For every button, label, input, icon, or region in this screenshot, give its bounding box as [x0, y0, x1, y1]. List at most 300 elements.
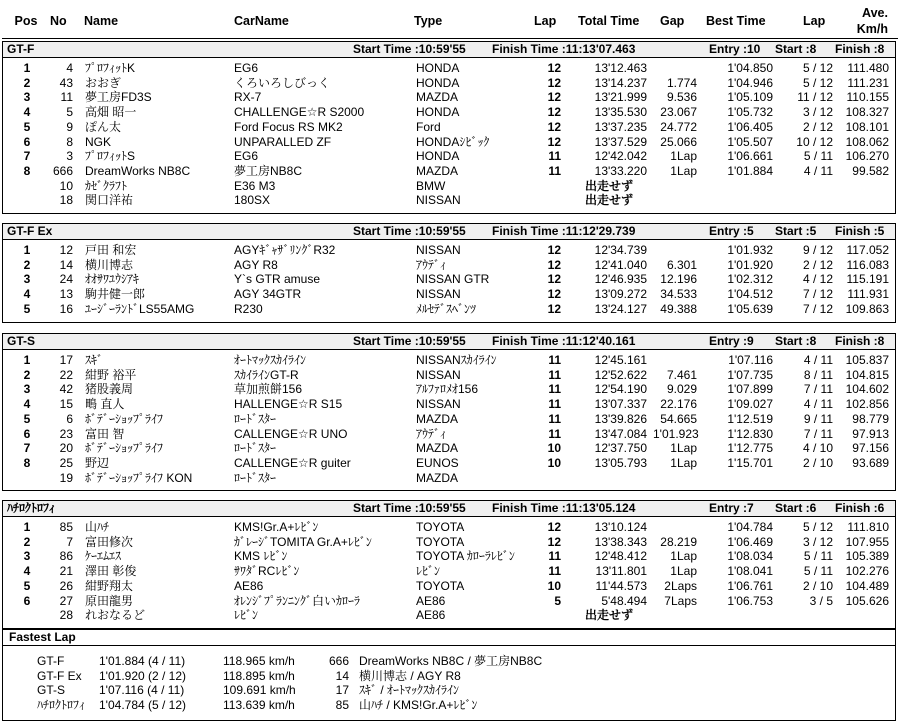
car-name-cell: HALLENGE☆R S15	[234, 397, 343, 411]
laps-cell: 12	[547, 258, 561, 272]
table-row	[3, 368, 895, 383]
avg-speed-cell: 102.856	[845, 397, 889, 411]
avg-speed-cell: 98.779	[852, 412, 889, 426]
laps-cell: 10	[547, 579, 561, 593]
table-row	[3, 90, 895, 105]
best-lap-cell: 7 / 12	[802, 287, 833, 301]
avg-speed-cell: 105.837	[845, 353, 889, 367]
gap-cell: 1Lap	[670, 164, 697, 178]
car-no-cell: 11	[60, 90, 73, 104]
car-no-cell: 10	[59, 179, 73, 193]
fastest-car-no-cell: 17	[335, 683, 349, 697]
car-no-cell: 26	[59, 579, 73, 593]
car-name-cell: KMS ﾚﾋﾞﾝ	[234, 549, 288, 563]
car-no-cell: 24	[59, 272, 73, 286]
car-name-cell: Y`s GTR amuse	[234, 272, 321, 286]
class-start-time: Start Time :10:59'55	[353, 224, 466, 238]
car-type-cell: TOYOTA	[416, 535, 465, 549]
best-lap-cell: 9 / 11	[803, 412, 833, 426]
header-best-lap: Lap	[803, 14, 826, 28]
car-name-cell: EG6	[234, 61, 259, 75]
laps-cell: 11	[548, 382, 561, 396]
best-lap-cell: 2 / 10	[802, 456, 833, 470]
header-name: Name	[84, 14, 119, 28]
driver-name-cell: 戸田 和宏	[85, 243, 137, 257]
car-type-cell: TOYOTA	[416, 579, 465, 593]
car-no-cell: 42	[59, 382, 73, 396]
best-lap-cell: 5 / 12	[802, 520, 833, 534]
car-name-cell: ﾛｰﾄﾞｽﾀｰ	[234, 471, 277, 485]
fastest-driver-cell: 横川博志 / AGY R8	[359, 669, 461, 683]
laps-cell: 12	[547, 243, 561, 257]
total-time-cell: 13'35.530	[594, 105, 647, 119]
table-row	[3, 382, 895, 397]
laps-cell: 11	[548, 564, 561, 578]
avg-speed-cell: 104.815	[845, 368, 889, 382]
fastest-car-no-cell: 666	[328, 654, 349, 668]
best-time-cell: 1'09.027	[727, 397, 773, 411]
header-carname: CarName	[234, 14, 289, 28]
car-type-cell: HONDAｼﾋﾞｯｸ	[416, 135, 490, 149]
driver-name-cell: 猪股義周	[85, 382, 134, 396]
total-time-cell: 13'11.801	[595, 564, 647, 578]
car-name-cell: ﾛｰﾄﾞｽﾀｰ	[234, 412, 277, 426]
best-time-cell: 1'04.946	[727, 76, 773, 90]
gap-cell: 49.388	[660, 302, 697, 316]
car-type-cell: EUNOS	[416, 456, 459, 470]
car-name-cell: RX-7	[234, 90, 262, 104]
class-finish-count: Finish :5	[835, 224, 885, 238]
table-row	[3, 135, 895, 150]
driver-name-cell: 富田修次	[85, 535, 134, 549]
avg-speed-cell: 99.582	[852, 164, 889, 178]
fastest-class-cell: GT-F Ex	[37, 669, 82, 683]
car-type-cell: ｱｳﾃﾞｨ	[416, 427, 447, 441]
pos-cell: 3	[23, 272, 31, 286]
class-name: ﾊﾁﾛｸﾄﾛﾌｨ	[7, 501, 56, 515]
header-total-time: Total Time	[578, 14, 640, 28]
class-start-count: Start :6	[775, 501, 817, 515]
car-name-cell: ﾚﾋﾞﾝ	[234, 608, 259, 622]
car-no-cell: 86	[59, 549, 73, 563]
fastest-speed-cell: 113.639 km/h	[223, 698, 295, 712]
best-time-cell: 1'04.784	[727, 520, 773, 534]
total-time-cell: 12'34.739	[594, 243, 647, 257]
car-type-cell: NISSAN	[416, 397, 461, 411]
table-row	[3, 427, 895, 442]
pos-cell: 6	[23, 427, 31, 441]
avg-speed-cell: 107.955	[845, 535, 889, 549]
avg-speed-cell: 104.602	[845, 382, 889, 396]
car-no-cell: 21	[59, 564, 73, 578]
gap-cell: 1Lap	[670, 549, 697, 563]
pos-cell: 5	[23, 302, 31, 316]
fastest-speed-cell: 118.965 km/h	[223, 654, 295, 668]
best-lap-cell: 4 / 10	[802, 441, 833, 455]
fastest-time-cell: 1'04.784 (5 / 12)	[99, 698, 187, 712]
best-time-cell: 1'01.920	[727, 258, 773, 272]
driver-name-cell: 紺野翔太	[85, 579, 134, 593]
table-row	[3, 579, 895, 594]
header-lap: Lap	[534, 14, 557, 28]
best-time-cell: 1'04.512	[727, 287, 773, 301]
car-type-cell: ｱﾙﾌｧﾛﾒｵ156	[416, 382, 479, 396]
pos-cell: 2	[23, 258, 31, 272]
car-no-cell: 27	[59, 594, 73, 608]
avg-speed-cell: 108.101	[845, 120, 889, 134]
fastest-lap-row	[3, 654, 895, 669]
best-time-cell: 1'01.884	[727, 164, 773, 178]
table-row	[3, 520, 895, 535]
car-name-cell: 180SX	[234, 193, 271, 207]
pos-cell: 5	[23, 579, 31, 593]
pos-cell: 2	[23, 76, 31, 90]
car-no-cell: 6	[66, 412, 73, 426]
gap-cell: 9.029	[666, 382, 697, 396]
total-time-cell: 12'54.190	[594, 382, 647, 396]
gap-cell: 1Lap	[670, 441, 697, 455]
class-start-time: Start Time :10:59'55	[353, 42, 466, 56]
pos-cell: 1	[23, 520, 31, 534]
class-start-count: Start :5	[775, 224, 817, 238]
table-row	[3, 471, 895, 486]
best-time-cell: 1'06.761	[727, 579, 773, 593]
car-type-cell: BMW	[416, 179, 446, 193]
car-type-cell: MAZDA	[416, 164, 458, 178]
did-not-start-cell: 出走せず	[584, 193, 633, 207]
car-type-cell: MAZDA	[416, 441, 458, 455]
laps-cell: 12	[547, 520, 561, 534]
best-lap-cell: 5 / 12	[802, 76, 833, 90]
car-name-cell: UNPARALLED ZF	[234, 135, 332, 149]
table-row	[3, 164, 895, 179]
pos-cell: 8	[23, 456, 31, 470]
fastest-lap-band	[2, 629, 896, 646]
driver-name-cell: 横川博志	[85, 258, 134, 272]
driver-name-cell: ﾎﾞﾃﾞｰｼｮｯﾌﾟﾗｲﾌ KON	[85, 471, 193, 485]
best-lap-cell: 4 / 11	[803, 164, 833, 178]
pos-cell: 3	[23, 382, 31, 396]
did-not-start-cell: 出走せず	[584, 179, 633, 193]
pos-cell: 7	[23, 149, 31, 163]
avg-speed-cell: 106.270	[845, 149, 889, 163]
total-time-cell: 12'37.750	[594, 441, 647, 455]
driver-name-cell: 関口洋祐	[85, 193, 134, 207]
best-time-cell: 1'07.735	[727, 368, 773, 382]
header-type: Type	[414, 14, 443, 28]
best-lap-cell: 2 / 12	[802, 258, 833, 272]
best-lap-cell: 7 / 12	[802, 302, 833, 316]
pos-cell: 1	[23, 243, 31, 257]
best-lap-cell: 5 / 12	[802, 61, 833, 75]
laps-cell: 12	[547, 90, 561, 104]
driver-name-cell: NGK	[85, 135, 112, 149]
best-time-cell: 1'05.507	[727, 135, 773, 149]
header-pos: Pos	[14, 14, 38, 28]
class-entry: Entry :10	[709, 42, 761, 56]
total-time-cell: 13'12.463	[594, 61, 647, 75]
header-no: No	[50, 14, 67, 28]
car-name-cell: ｵﾚﾝｼﾞﾌﾟﾗﾝﾆﾝｸﾞ白いｶﾛｰﾗ	[234, 594, 361, 608]
total-time-cell: 13'05.793	[594, 456, 647, 470]
gap-cell: 25.066	[660, 135, 697, 149]
total-time-cell: 13'37.235	[594, 120, 647, 134]
car-type-cell: HONDA	[416, 61, 460, 75]
total-time-cell: 13'09.272	[594, 287, 647, 301]
car-type-cell: NISSANｽｶｲﾗｲﾝ	[416, 353, 497, 367]
driver-name-cell: 澤田 彰俊	[85, 564, 137, 578]
driver-name-cell: 富田 智	[85, 427, 125, 441]
table-row	[3, 456, 895, 471]
car-name-cell: KMS!Gr.A+ﾚﾋﾞﾝ	[234, 520, 319, 534]
class-name: GT-F	[7, 42, 35, 56]
best-time-cell: 1'05.639	[727, 302, 773, 316]
table-row	[3, 179, 895, 194]
total-time-cell: 5'48.494	[601, 594, 647, 608]
gap-cell: 24.772	[660, 120, 697, 134]
car-no-cell: 23	[59, 427, 73, 441]
class-entry: Entry :9	[709, 334, 754, 348]
table-row	[3, 302, 895, 317]
car-no-cell: 4	[66, 61, 73, 75]
car-name-cell: CALLENGE☆R UNO	[234, 427, 348, 441]
avg-speed-cell: 117.052	[846, 243, 889, 257]
best-lap-cell: 3 / 5	[809, 594, 833, 608]
gap-cell: 1.774	[666, 76, 697, 90]
best-lap-cell: 2 / 12	[802, 120, 833, 134]
gap-cell: 2Laps	[664, 579, 697, 593]
fastest-lap-row	[3, 683, 895, 698]
gap-cell: 6.301	[666, 258, 697, 272]
header-kmh: Km/h	[856, 22, 888, 36]
best-lap-cell: 4 / 11	[803, 353, 833, 367]
table-row	[3, 353, 895, 368]
header-best-time: Best Time	[706, 14, 766, 28]
best-lap-cell: 9 / 12	[802, 243, 833, 257]
driver-name-cell: ｽｷﾞ	[85, 353, 104, 367]
class-entry: Entry :7	[709, 501, 754, 515]
avg-speed-cell: 111.810	[847, 520, 889, 534]
best-lap-cell: 8 / 11	[803, 368, 833, 382]
best-lap-cell: 11 / 12	[797, 90, 833, 104]
total-time-cell: 12'41.040	[594, 258, 647, 272]
car-type-cell: MAZDA	[416, 412, 458, 426]
total-time-cell: 13'07.337	[594, 397, 647, 411]
fastest-driver-cell: DreamWorks NB8C / 夢工房NB8C	[359, 654, 543, 668]
pos-cell: 7	[23, 441, 31, 455]
pos-cell: 4	[23, 564, 31, 578]
pos-cell: 5	[23, 120, 31, 134]
header-gap: Gap	[660, 14, 685, 28]
table-row	[3, 287, 895, 302]
driver-name-cell: ｹｰｴﾑｴｽ	[85, 549, 122, 563]
laps-cell: 11	[548, 427, 561, 441]
fastest-class-cell: ﾊﾁﾛｸﾄﾛﾌｨ	[37, 698, 86, 712]
pos-cell: 8	[23, 164, 31, 178]
best-time-cell: 1'12.775	[727, 441, 773, 455]
best-time-cell: 1'05.732	[727, 105, 773, 119]
car-type-cell: NISSAN	[416, 193, 461, 207]
gap-cell: 1Lap	[670, 149, 697, 163]
table-row	[3, 193, 895, 208]
class-band	[2, 223, 896, 240]
driver-name-cell: ﾌﾟﾛﾌｨｯﾄK	[85, 61, 136, 75]
avg-speed-cell: 102.276	[845, 564, 889, 578]
table-row	[3, 535, 895, 550]
car-name-cell: CHALLENGE☆R S2000	[234, 105, 365, 119]
avg-speed-cell: 105.389	[845, 549, 889, 563]
car-type-cell: NISSAN	[416, 243, 461, 257]
did-not-start-cell: 出走せず	[584, 608, 633, 622]
pos-cell: 5	[23, 412, 31, 426]
best-time-cell: 1'04.850	[727, 61, 773, 75]
gap-cell: 1'01.923	[653, 427, 699, 441]
car-name-cell: ｻﾜﾀﾞRCﾚﾋﾞﾝ	[234, 564, 300, 578]
best-lap-cell: 4 / 11	[803, 397, 833, 411]
driver-name-cell: 鴫 直人	[85, 397, 125, 411]
car-name-cell: Ford Focus RS MK2	[234, 120, 343, 134]
laps-cell: 12	[547, 302, 561, 316]
gap-cell: 9.536	[666, 90, 697, 104]
car-name-cell: 夢工房NB8C	[234, 164, 303, 178]
total-time-cell: 12'45.161	[594, 353, 647, 367]
class-band	[2, 500, 896, 517]
driver-name-cell: ぽん太	[85, 120, 122, 134]
class-start-count: Start :8	[775, 334, 817, 348]
class-finish-time: Finish Time :11:12'29.739	[492, 224, 636, 238]
car-type-cell: ﾒﾙｾﾃﾞｽﾍﾞﾝﾂ	[416, 302, 477, 316]
total-time-cell: 13'24.127	[594, 302, 647, 316]
class-finish-time: Finish Time :11:13'07.463	[492, 42, 636, 56]
car-name-cell: E36 M3	[234, 179, 276, 193]
pos-cell: 2	[23, 368, 31, 382]
car-type-cell: NISSAN GTR	[416, 272, 490, 286]
car-name-cell: AGY R8	[234, 258, 278, 272]
avg-speed-cell: 110.155	[846, 90, 889, 104]
best-lap-cell: 3 / 12	[802, 105, 833, 119]
car-type-cell: TOYOTA	[416, 520, 465, 534]
class-finish-time: Finish Time :11:13'05.124	[492, 501, 636, 515]
fastest-time-cell: 1'01.920 (2 / 12)	[99, 669, 187, 683]
table-row	[3, 549, 895, 564]
fastest-driver-cell: 山ﾊﾁ / KMS!Gr.A+ﾚﾋﾞﾝ	[359, 698, 478, 712]
best-lap-cell: 10 / 12	[796, 135, 833, 149]
car-no-cell: 28	[59, 608, 73, 622]
driver-name-cell: ｶｾﾞｸﾗﾌﾄ	[85, 179, 128, 193]
best-lap-cell: 5 / 11	[803, 549, 833, 563]
total-time-cell: 13'39.826	[594, 412, 647, 426]
best-time-cell: 1'01.932	[727, 243, 773, 257]
driver-name-cell: おおぎ	[85, 76, 122, 90]
car-no-cell: 43	[59, 76, 73, 90]
car-no-cell: 18	[59, 193, 73, 207]
class-entry: Entry :5	[709, 224, 754, 238]
fastest-time-cell: 1'07.116 (4 / 11)	[99, 683, 185, 697]
pos-cell: 2	[23, 535, 31, 549]
car-name-cell: ｶﾞﾚｰｼﾞTOMITA Gr.A+ﾚﾋﾞﾝ	[234, 535, 372, 549]
car-type-cell: ﾚﾋﾞﾝ	[416, 564, 441, 578]
avg-speed-cell: 115.191	[846, 272, 889, 286]
best-lap-cell: 5 / 11	[803, 149, 833, 163]
table-row	[3, 61, 895, 76]
car-name-cell: ｽｶｲﾗｲﾝGT-R	[234, 368, 299, 382]
car-type-cell: Ford	[416, 120, 441, 134]
car-type-cell: NISSAN	[416, 287, 461, 301]
laps-cell: 11	[548, 368, 561, 382]
table-row	[3, 120, 895, 135]
table-row	[3, 397, 895, 412]
pos-cell: 1	[23, 353, 31, 367]
fastest-speed-cell: 118.895 km/h	[223, 669, 295, 683]
avg-speed-cell: 116.083	[846, 258, 889, 272]
fastest-class-cell: GT-F	[37, 654, 65, 668]
table-row	[3, 258, 895, 273]
total-time-cell: 13'47.084	[594, 427, 647, 441]
gap-cell: 54.665	[660, 412, 697, 426]
car-type-cell: NISSAN	[416, 368, 461, 382]
car-type-cell: HONDA	[416, 76, 460, 90]
driver-name-cell: ﾌﾟﾛﾌｨｯﾄS	[85, 149, 136, 163]
gap-cell: 1Lap	[670, 456, 697, 470]
fastest-car-no-cell: 85	[335, 698, 349, 712]
laps-cell: 11	[548, 353, 561, 367]
fastest-lap-row	[3, 669, 895, 684]
pos-cell: 4	[23, 287, 31, 301]
class-finish-time: Finish Time :11:12'40.161	[492, 334, 636, 348]
class-table	[2, 58, 896, 214]
best-time-cell: 1'06.753	[727, 594, 773, 608]
fastest-lap-row	[3, 698, 895, 713]
avg-speed-cell: 111.480	[847, 61, 889, 75]
car-name-cell: AGYｷﾞｬｻﾞﾘﾝｸﾞR32	[234, 243, 336, 257]
driver-name-cell: 夢工房FD3S	[85, 90, 152, 104]
car-type-cell: MAZDA	[416, 90, 458, 104]
class-band	[2, 41, 896, 58]
driver-name-cell: DreamWorks NB8C	[85, 164, 191, 178]
avg-speed-cell: 93.689	[852, 456, 889, 470]
class-finish-count: Finish :8	[835, 42, 885, 56]
total-time-cell: 13'14.237	[594, 76, 647, 90]
car-no-cell: 3	[66, 149, 73, 163]
pos-cell: 1	[23, 61, 31, 75]
class-table	[2, 350, 896, 491]
laps-cell: 12	[547, 287, 561, 301]
best-lap-cell: 7 / 11	[803, 382, 833, 396]
table-row	[3, 608, 895, 623]
total-time-cell: 13'10.124	[594, 520, 647, 534]
best-time-cell: 1'06.469	[727, 535, 773, 549]
fastest-class-cell: GT-S	[37, 683, 66, 697]
car-type-cell: ｱｳﾃﾞｨ	[416, 258, 447, 272]
laps-cell: 12	[547, 135, 561, 149]
total-time-cell: 12'52.622	[594, 368, 647, 382]
avg-speed-cell: 108.327	[845, 105, 889, 119]
driver-name-cell: ﾎﾞﾃﾞｰｼｮｯﾌﾟﾗｲﾌ	[85, 441, 164, 455]
driver-name-cell: 紺野 裕平	[85, 368, 137, 382]
laps-cell: 12	[547, 535, 561, 549]
class-table	[2, 517, 896, 629]
driver-name-cell: れおなるど	[85, 608, 146, 622]
avg-speed-cell: 105.626	[845, 594, 889, 608]
best-time-cell: 1'08.034	[727, 549, 773, 563]
avg-speed-cell: 109.863	[845, 302, 889, 316]
car-name-cell: AGY 34GTR	[234, 287, 302, 301]
best-lap-cell: 4 / 12	[802, 272, 833, 286]
total-time-cell: 13'38.343	[594, 535, 647, 549]
total-time-cell: 13'21.999	[594, 90, 647, 104]
best-time-cell: 1'02.312	[727, 272, 773, 286]
best-lap-cell: 7 / 11	[803, 427, 833, 441]
